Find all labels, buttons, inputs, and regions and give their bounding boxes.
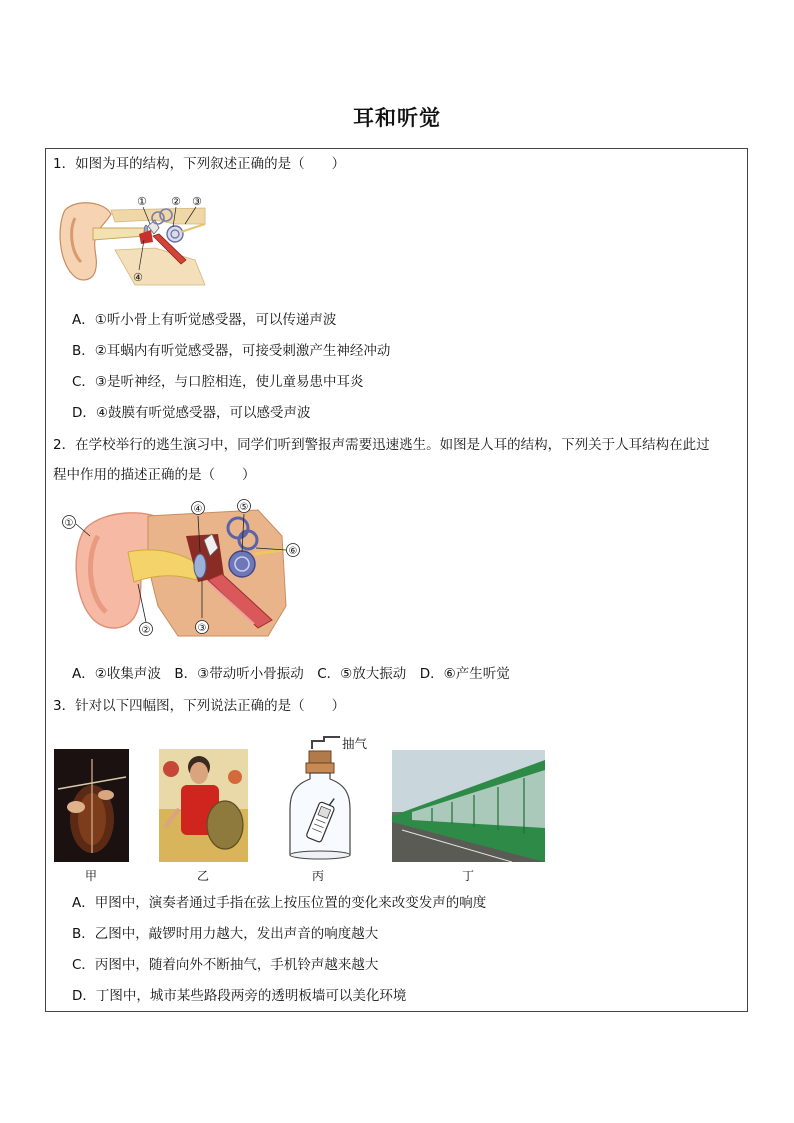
q3-stem: 3．针对以下四幅图，下列说法正确的是（ ） bbox=[53, 698, 346, 714]
q3-photo-gong bbox=[159, 749, 248, 862]
q2-label-1: ① bbox=[64, 518, 74, 529]
q3-option-d: D．丁图中，城市某些路段两旁的透明板墙可以美化环境 bbox=[72, 988, 407, 1004]
q2-label-5: ⑤ bbox=[239, 502, 249, 513]
q1-outer-ear bbox=[60, 203, 111, 280]
q2-ear-diagram bbox=[58, 496, 306, 644]
q3-caption-bing: 丙 bbox=[311, 869, 324, 883]
q1-option-b: B．②耳蜗内有听觉感受器，可接受刺激产生神经冲动 bbox=[72, 343, 391, 359]
q1-option-a: A．①听小骨上有听觉感受器，可以传递声波 bbox=[72, 312, 337, 328]
q3-pump-label: 抽气 bbox=[342, 736, 368, 751]
q1-cochlea bbox=[167, 226, 183, 242]
q3-option-c: C．丙图中，随着向外不断抽气，手机铃声越来越大 bbox=[72, 957, 379, 973]
q2-stem-line2: 程中作用的描述正确的是（ ） bbox=[53, 467, 256, 483]
q2-label-2: ② bbox=[141, 625, 151, 636]
q3-caption-jia: 甲 bbox=[84, 869, 97, 883]
q2-eardrum bbox=[194, 554, 206, 578]
q1-label-4: ④ bbox=[133, 271, 143, 284]
q2-label-6: ⑥ bbox=[288, 546, 298, 557]
q2-cochlea bbox=[229, 551, 255, 577]
q2-label-3: ③ bbox=[197, 623, 207, 634]
q1-stem: 1．如图为耳的结构，下列叙述正确的是（ ） bbox=[53, 156, 346, 172]
q2-stem-line1: 2．在学校举行的逃生演习中，同学们听到警报声需要迅速逃生。如图是人耳的结构，下列关于人耳结构在此过 bbox=[53, 437, 710, 453]
q3-photo-violin bbox=[54, 749, 129, 862]
q2-label-4: ④ bbox=[193, 504, 203, 515]
q1-ear-diagram bbox=[55, 190, 210, 290]
page-title: 耳和听觉 bbox=[353, 106, 441, 130]
q1-nerve bbox=[181, 224, 205, 232]
q3-option-b: B．乙图中，敲锣时用力越大，发出声音的响度越大 bbox=[72, 926, 379, 942]
q1-label-3: ③ bbox=[192, 195, 202, 208]
q3-caption-yi: 乙 bbox=[196, 869, 209, 883]
q1-option-c: C．③是听神经，与口腔相连，使儿童易患中耳炎 bbox=[72, 374, 364, 390]
q2-options: A．②收集声波 B．③带动听小骨振动 C．⑤放大振动 D．⑥产生听觉 bbox=[72, 666, 510, 682]
q1-label-1: ① bbox=[137, 195, 147, 208]
q1-option-d: D．④鼓膜有听觉感受器，可以感受声波 bbox=[72, 405, 311, 421]
q1-ear-canal bbox=[93, 228, 145, 240]
q3-option-a: A．甲图中，演奏者通过手指在弦上按压位置的变化来改变发声的响度 bbox=[72, 895, 487, 911]
q3-photo-sound-barrier bbox=[392, 750, 545, 862]
q3-caption-ding: 丁 bbox=[461, 869, 474, 883]
q1-label-2: ② bbox=[171, 195, 181, 208]
